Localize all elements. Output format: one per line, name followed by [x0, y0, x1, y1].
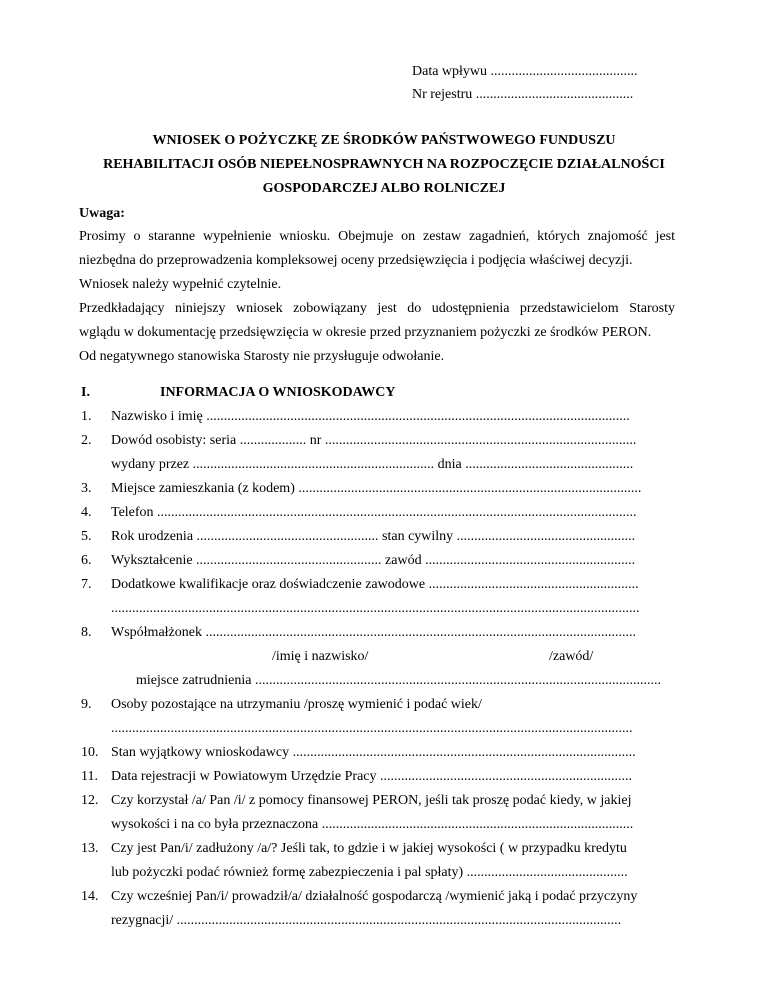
id-issued-by-field: wydany przez ..................................................................... dnia ................................................ [111, 457, 634, 472]
phone-field: Telefon ......................................................................................................................................... [111, 505, 637, 520]
title-line-3: GOSPODARCZEJ ALBO ROLNICZEJ [262, 181, 506, 196]
spouse-workplace-field: miejsce zatrudnienia .................................................................................................................... [136, 673, 661, 688]
previous-business-field: rezygnacji/ ............................................................................................................................... [111, 913, 622, 928]
peron-aid-question: Czy korzystał /a/ Pan /i/ z pomocy finansowej PERON, jeśli tak proszę podać kiedy, w jakiej [111, 793, 632, 808]
item-number: 8. [81, 625, 92, 640]
note-label: Uwaga: [79, 206, 125, 221]
exceptional-status-field: Stan wyjątkowy wnioskodawcy .................................................................................................. [111, 745, 636, 760]
title-line-2: REHABILITACJI OSÓB NIEPEŁNOSPRAWNYCH NA ROZPOCZĘCIE DZIAŁALNOŚCI [103, 157, 665, 172]
qualifications-continuation: ....................................................................................................................................................... [111, 601, 640, 616]
note-paragraph-3-line-1: Przedkładający niniejszy wniosek zobowiązany jest do udostępnienia przedstawicielom Starosty [79, 301, 675, 316]
dependents-field: Osoby pozostające na utrzymaniu /proszę wymienić i podać wiek/ [111, 697, 482, 712]
item-number: 3. [81, 481, 92, 496]
item-number: 9. [81, 697, 92, 712]
education-profession-field: Wykształcenie ..................................................... zawód ............................................................ [111, 553, 636, 568]
debt-question: Czy jest Pan/i/ zadłużony /a/? Jeśli tak, to gdzie i w jakiej wysokości ( w przypadku kredytu [111, 841, 627, 856]
surname-name-field: Nazwisko i imię ......................................................................................................................... [111, 409, 630, 424]
note-paragraph-1-line-2: niezbędna do przeprowadzenia kompleksowej oceny przedsięwzięcia i podjęcia właściwej decyzji. [79, 253, 633, 268]
debt-field: lub pożyczki podać również formę zabezpieczenia i pal spłaty) .............................................. [111, 865, 628, 880]
item-number: 12. [81, 793, 99, 808]
item-number: 2. [81, 433, 92, 448]
address-field: Miejsce zamieszkania (z kodem) .................................................................................................. [111, 481, 642, 496]
item-number: 14. [81, 889, 99, 904]
note-paragraph-2: Wniosek należy wypełnić czytelnie. [79, 277, 282, 292]
birth-year-marital-field: Rok urodzenia .................................................... stan cywilny ................................................... [111, 529, 636, 544]
item-number: 10. [81, 745, 99, 760]
note-paragraph-4: Od negatywnego stanowiska Starosty nie przysługuje odwołanie. [79, 349, 445, 364]
spouse-profession-caption: /zawód/ [549, 649, 594, 664]
note-paragraph-3-line-2: wglądu w dokumentację przedsięwzięcia w okresie przed przyznaniem pożyczki ze środków PERON. [79, 325, 652, 340]
note-paragraph-1-line-1: Prosimy o staranne wypełnienie wniosku. Obejmuje on zestaw zagadnień, których znajomość jest [79, 229, 675, 244]
register-number-field: Nr rejestru ............................................. [412, 87, 634, 102]
title-line-1: WNIOSEK O POŻYCZKĘ ZE ŚRODKÓW PAŃSTWOWEGO FUNDUSZU [152, 133, 616, 148]
item-number: 4. [81, 505, 92, 520]
item-number: 6. [81, 553, 92, 568]
item-number: 11. [81, 769, 98, 784]
previous-business-question: Czy wcześniej Pan/i/ prowadził/a/ działalność gospodarczą /wymienić jaką i podać przyczyny [111, 889, 638, 904]
id-card-series-field: Dowód osobisty: seria ................... nr ......................................................................................... [111, 433, 637, 448]
item-number: 13. [81, 841, 99, 856]
section-heading: INFORMACJA O WNIOSKODAWCY [160, 385, 396, 400]
item-number: 1. [81, 409, 92, 424]
registration-date-field: Data rejestracji w Powiatowym Urzędzie Pracy ........................................................................ [111, 769, 633, 784]
peron-aid-field: wysokości i na co była przeznaczona ......................................................................................... [111, 817, 634, 832]
item-number: 7. [81, 577, 92, 592]
received-date-field: Data wpływu .......................................... [412, 64, 638, 79]
item-number: 5. [81, 529, 92, 544]
dependents-continuation: ..................................................................................................................................................... [111, 721, 633, 736]
spouse-name-caption: /imię i nazwisko/ [272, 649, 369, 664]
qualifications-field: Dodatkowe kwalifikacje oraz doświadczenie zawodowe ............................................................ [111, 577, 639, 592]
spouse-field: Współmałżonek ........................................................................................................................... [111, 625, 636, 640]
section-number: I. [81, 385, 90, 400]
